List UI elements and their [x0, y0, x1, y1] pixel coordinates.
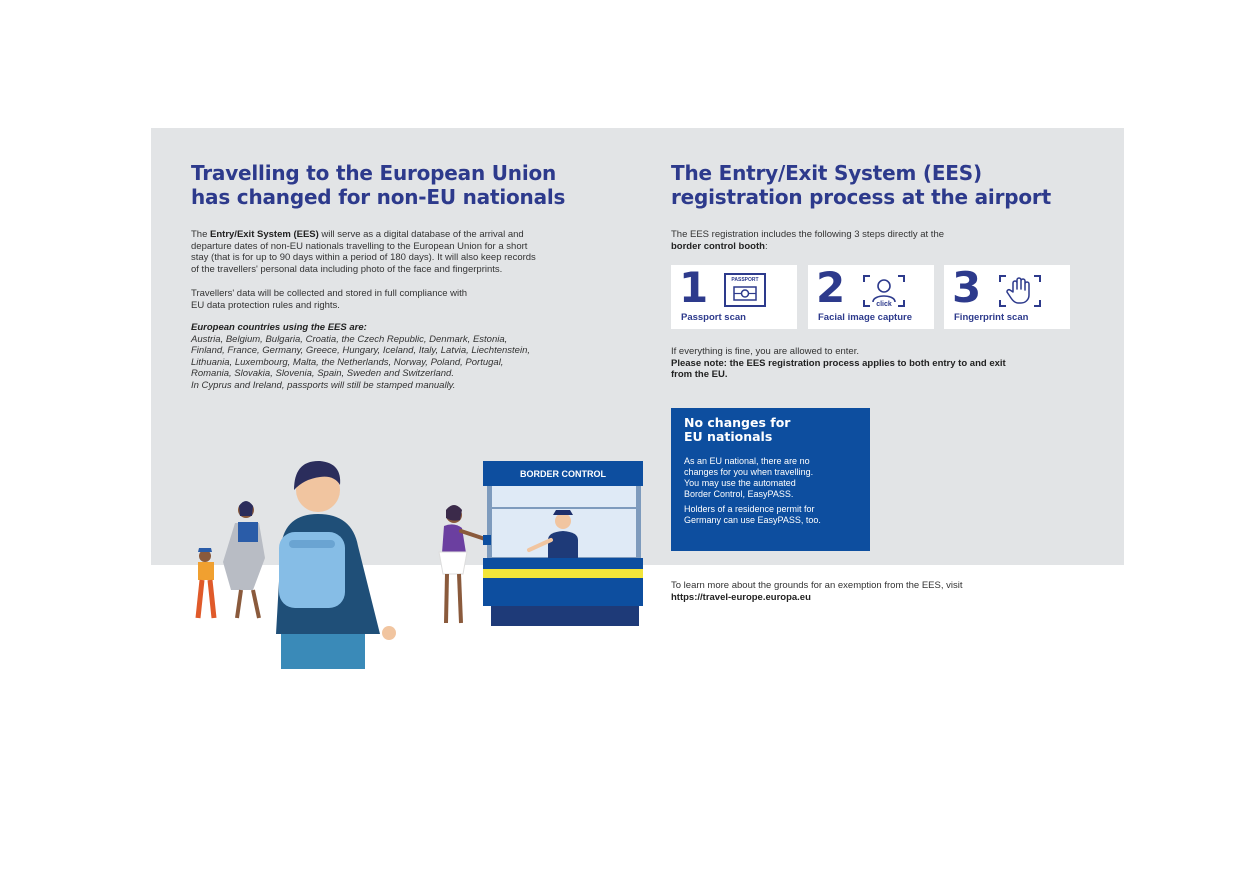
ees-intro-paragraph	[191, 229, 591, 275]
intro-pre: The	[191, 229, 211, 240]
eu-title-line-2: EU nationals	[684, 429, 773, 444]
eu-p1-line-2: changes for you when travelling.	[684, 467, 814, 477]
eu-box-title	[684, 416, 790, 444]
intro-line-3: stay (that is for up to 90 days within a period of 180 days). It will also keep records	[191, 252, 536, 263]
booth-sign-text: BORDER CONTROL	[520, 469, 606, 479]
left-title-line-1: Travelling to the European Union	[191, 161, 557, 185]
registration-intro-line-1: The EES registration includes the following 3 steps directly at the	[671, 229, 945, 240]
intro-line-4: of the travellers' personal data including photo of the face and fingerprints.	[191, 263, 503, 275]
eu-nationals-box	[671, 408, 870, 551]
travel-europe-link[interactable]: https://travel-europe.europa.eu	[671, 591, 811, 603]
data-protection-paragraph	[191, 288, 591, 311]
hand-scan-icon	[996, 273, 1044, 309]
face-scan-icon	[860, 273, 908, 309]
countries-heading: European countries using the EES are:	[191, 322, 367, 333]
step-label: Fingerprint scan	[954, 312, 1029, 323]
countries-paragraph	[191, 322, 591, 391]
note-line-1: Please note: the EES registration process applies to both entry to and exit	[671, 357, 1006, 369]
intro-line-1	[191, 229, 591, 241]
registration-intro-line-2	[671, 241, 1071, 253]
registration-steps	[671, 265, 1071, 329]
countries-line-5: In Cyprus and Ireland, passports will still be stamped manually.	[191, 379, 456, 391]
step-label: Passport scan	[681, 312, 746, 323]
intro-bold: Entry/Exit System (EES)	[210, 229, 319, 240]
eu-p1-line-3: You may use the automated	[684, 478, 796, 488]
step-facial-image	[808, 265, 934, 329]
family-travellers	[198, 501, 265, 618]
intro-colon: :	[764, 240, 768, 252]
note-line-2: from the EU.	[671, 369, 728, 380]
eu-box-paragraph-2	[684, 504, 864, 526]
border-control-illustration	[181, 458, 651, 669]
right-title-line-1: The Entry/Exit System (EES)	[671, 161, 982, 185]
intro-line-1-rest: will serve as a digital database of the arrival and	[318, 229, 524, 240]
passport-icon	[723, 273, 767, 309]
ees-poster	[151, 128, 1124, 669]
intro-line-2: departure dates of non-EU nationals travelling to the European Union for a short	[191, 240, 528, 252]
step-label: Facial image capture	[818, 312, 912, 323]
click-text: click	[876, 301, 892, 308]
left-title-line-2: has changed for non-EU nationals	[191, 185, 566, 209]
right-title-line-2: registration process at the airport	[671, 185, 1051, 209]
eu-p1-line-4: Border Control, EasyPASS.	[684, 489, 794, 499]
eu-box-text	[684, 456, 864, 526]
step-number: 3	[952, 263, 982, 312]
right-title	[671, 161, 1111, 209]
passport-icon-text: PASSPORT	[731, 277, 759, 283]
border-control-booth	[483, 461, 643, 626]
learn-more	[671, 580, 1091, 603]
left-title	[191, 161, 631, 209]
border-control-booth-text: border control booth	[671, 240, 765, 252]
eu-title-line-1: No changes for	[684, 415, 791, 430]
data-line-1: Travellers' data will be collected and stored in full compliance with	[191, 288, 468, 299]
traveller-with-backpack	[276, 461, 396, 669]
data-line-2: EU data protection rules and rights.	[191, 299, 340, 311]
step-number: 1	[679, 263, 709, 312]
entry-note	[671, 346, 1091, 381]
countries-line-2: Finland, France, Germany, Greece, Hungary, Iceland, Italy, Latvia, Liechtenstein,	[191, 345, 530, 356]
eu-p2-line-2: Germany can use EasyPASS, too.	[684, 515, 821, 525]
eu-p1-line-1: As an EU national, there are no	[684, 456, 810, 466]
countries-line-4: Romania, Slovakia, Slovenia, Spain, Sweden and Switzerland.	[191, 368, 454, 379]
eu-box-paragraph-1	[684, 456, 864, 500]
eu-p2-line-1: Holders of a residence permit for	[684, 504, 815, 514]
step-fingerprint-scan	[944, 265, 1070, 329]
step-passport-scan	[671, 265, 797, 329]
registration-intro	[671, 229, 1071, 252]
step-number: 2	[816, 263, 846, 312]
ok-line: If everything is fine, you are allowed to enter.	[671, 346, 859, 357]
countries-line-1: Austria, Belgium, Bulgaria, Croatia, the Czech Republic, Denmark, Estonia,	[191, 333, 508, 345]
countries-line-3: Lithuania, Luxembourg, Malta, the Netherlands, Norway, Poland, Portugal,	[191, 356, 504, 368]
learn-more-text: To learn more about the grounds for an exemption from the EES, visit	[671, 580, 963, 591]
